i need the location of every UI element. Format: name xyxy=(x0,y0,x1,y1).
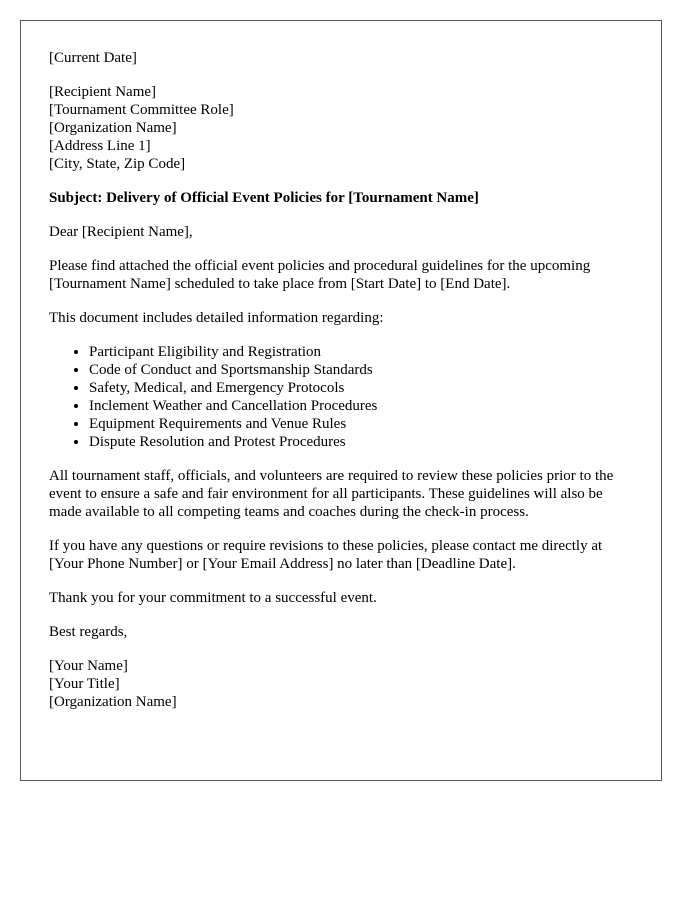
thanks-paragraph: Thank you for your commitment to a successful event. xyxy=(49,590,377,606)
list-item: • Inclement Weather and Cancellation Procedures xyxy=(89,397,633,415)
closing: Best regards, xyxy=(49,624,128,640)
list-intro-paragraph: This document includes detailed information regarding: xyxy=(49,310,384,326)
list-item: • Dispute Resolution and Protest Procedures xyxy=(89,433,633,451)
list-item: • Participant Eligibility and Registration xyxy=(89,343,633,361)
intro-paragraph: Please find attached the official event policies and procedural guidelines for the upcoming [Tournament Name] scheduled to take place from [Start Date] to [End Date]. xyxy=(49,258,591,292)
list-item: • Code of Conduct and Sportsmanship Standards xyxy=(89,361,633,379)
recipient-address-line: [Address Line 1] xyxy=(49,138,151,154)
subject-line: Subject: Delivery of Official Event Policies for [Tournament Name] xyxy=(49,190,479,206)
letter-page xyxy=(20,20,662,781)
signature-block xyxy=(49,657,633,711)
sender-title: [Your Title] xyxy=(49,676,120,692)
recipient-address-block xyxy=(49,83,633,173)
policy-topics-list xyxy=(49,343,633,451)
salutation: Dear [Recipient Name], xyxy=(49,224,193,240)
letter-date: [Current Date] xyxy=(49,50,137,66)
recipient-organization: [Organization Name] xyxy=(49,120,177,136)
contact-paragraph: If you have any questions or require revisions to these policies, please contact me directly at [Your Phone Number] or [Your Email Address] no later than [Deadline Date]. xyxy=(49,538,603,572)
recipient-city-state-zip: [City, State, Zip Code] xyxy=(49,156,186,172)
list-item: • Equipment Requirements and Venue Rules xyxy=(89,415,633,433)
sender-name: [Your Name] xyxy=(49,658,128,674)
list-item: • Safety, Medical, and Emergency Protocols xyxy=(89,379,633,397)
recipient-name: [Recipient Name] xyxy=(49,84,157,100)
sender-organization: [Organization Name] xyxy=(49,694,177,710)
review-paragraph: All tournament staff, officials, and volunteers are required to review these policies prior to the event to ensure a safe and fair environment for all participants. These guidelines will also be made available to all competing teams and coaches during the check-in process. xyxy=(49,468,614,520)
recipient-role: [Tournament Committee Role] xyxy=(49,102,234,118)
